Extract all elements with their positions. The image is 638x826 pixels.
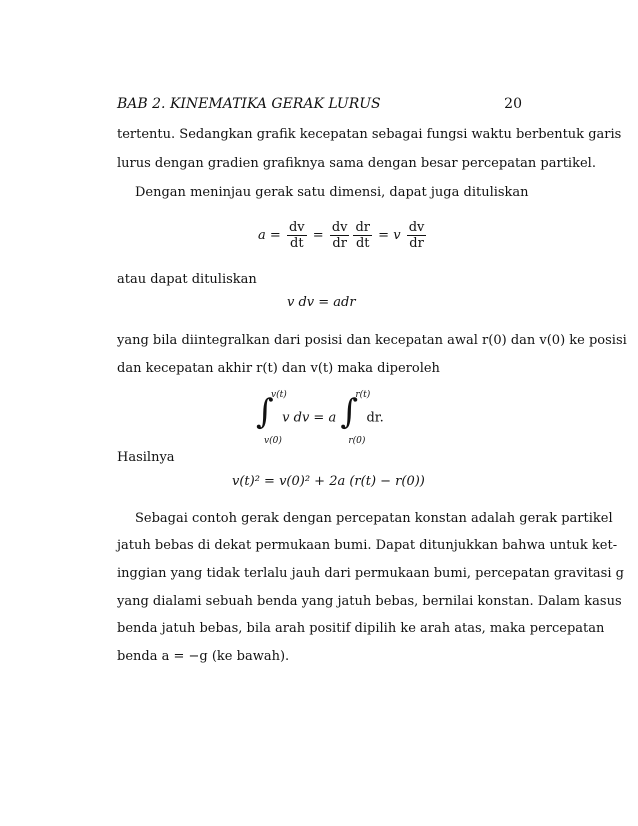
- paragraph-line: lurus dengan gradien grafiknya sama dengan besar percepatan partikel.: [117, 156, 596, 171]
- numerator: dr: [355, 220, 371, 235]
- page-number: 20: [504, 96, 522, 112]
- paragraph-line: dan kecepatan akhir r(t) dan v(t) maka diperoleh: [117, 361, 440, 376]
- denominator: dt: [353, 235, 372, 251]
- integral-v: [256, 390, 287, 446]
- lower-limit: r(0): [348, 436, 366, 446]
- eq-symbol: =: [312, 228, 324, 243]
- denominator: dt: [287, 235, 307, 251]
- integral-sign: ∫: [256, 392, 274, 432]
- integrand: dr.: [366, 410, 384, 426]
- denominator: dr: [407, 235, 427, 251]
- numerator: dv: [408, 220, 425, 235]
- eq-symbol: v: [393, 228, 401, 243]
- eq-symbol: =: [269, 228, 281, 243]
- fraction-dv-dr-2: [407, 220, 427, 251]
- chapter-title: BAB 2. KINEMATIKA GERAK LURUS: [117, 96, 381, 112]
- equation-v-dv: v dv = adr: [287, 295, 356, 310]
- numerator: dv: [331, 220, 348, 235]
- eq-symbol: =: [378, 228, 390, 243]
- fraction-dr-dt: [353, 220, 372, 251]
- denominator: dr: [330, 235, 350, 251]
- equation-integral: [256, 390, 384, 446]
- paragraph-line: benda a = −g (ke bawah).: [117, 649, 290, 664]
- fraction-dv-dr: [330, 220, 350, 251]
- integral-sign: ∫: [340, 392, 359, 432]
- upper-limit: v(t): [271, 390, 287, 400]
- equation-result: v(t)² = v(0)² + 2a (r(t) − r(0)): [232, 474, 425, 489]
- integral-r: [340, 390, 371, 446]
- paragraph-line: atau dapat dituliskan: [117, 272, 257, 287]
- running-header: [117, 96, 522, 112]
- paragraph-line: jatuh bebas di dekat permukaan bumi. Dapat ditunjukkan bahwa untuk ket-: [117, 538, 618, 553]
- lower-limit: v(0): [264, 436, 282, 446]
- paragraph-line: Hasilnya: [117, 450, 175, 465]
- fraction-dv-dt: [287, 220, 307, 251]
- paragraph-line: benda jatuh bebas, bila arah positif dipilih ke arah atas, maka percepatan: [117, 621, 605, 636]
- upper-limit: r(t): [355, 390, 371, 400]
- paragraph-line: yang bila diintegralkan dari posisi dan kecepatan awal r(0) dan v(0) ke posisi: [117, 333, 627, 348]
- paragraph-line: yang dialami sebuah benda yang jatuh bebas, bernilai konstan. Dalam kasus: [117, 594, 622, 609]
- integrand: v dv = a: [282, 410, 337, 426]
- paragraph-line: inggian yang tidak terlalu jauh dari permukaan bumi, percepatan gravitasi g: [117, 566, 624, 581]
- paragraph-line: Dengan meninjau gerak satu dimensi, dapat juga dituliskan: [135, 185, 529, 200]
- eq-symbol: a: [258, 228, 266, 243]
- paragraph-line: tertentu. Sedangkan grafik kecepatan sebagai fungsi waktu berbentuk garis: [117, 127, 622, 142]
- paragraph-line: Sebagai contoh gerak dengan percepatan konstan adalah gerak partikel: [135, 511, 613, 526]
- equation-acceleration: [258, 220, 428, 251]
- numerator: dv: [288, 220, 305, 235]
